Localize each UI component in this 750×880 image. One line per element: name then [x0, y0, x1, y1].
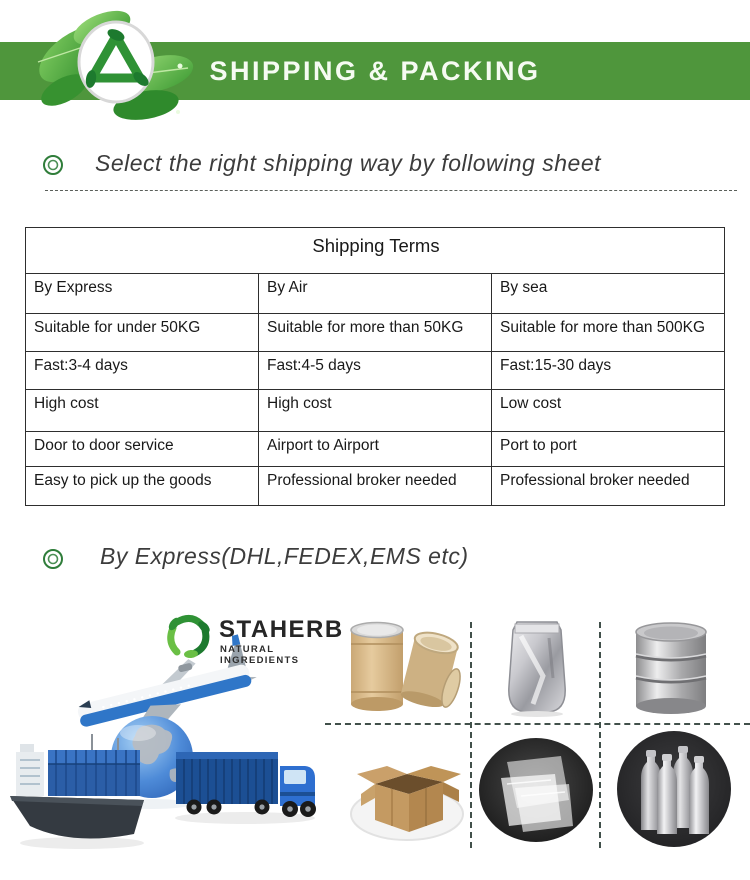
- grid-divider-vertical: [470, 622, 472, 848]
- table-title: Shipping Terms: [26, 228, 725, 274]
- table-cell: Fast:4-5 days: [259, 352, 492, 390]
- packaging-grid: [325, 608, 750, 856]
- table-cell: Easy to pick up the goods: [26, 467, 259, 506]
- table-cell: Fast:3-4 days: [26, 352, 259, 390]
- section-heading-shipping-way: Select the right shipping way by following sheet: [95, 150, 602, 176]
- table-cell: Professional broker needed: [259, 467, 492, 506]
- table-cell: Door to door service: [26, 432, 259, 467]
- aluminum-bottles-image: [613, 726, 735, 855]
- shipping-terms-table: [25, 227, 725, 506]
- table-cell: Professional broker needed: [492, 467, 725, 506]
- table-cell: Suitable for under 50KG: [26, 314, 259, 352]
- brand-logo: [163, 610, 343, 666]
- table-cell: Suitable for more than 500KG: [492, 314, 725, 352]
- page-title: SHIPPING & PACKING: [209, 56, 541, 86]
- plastic-bags-image: [477, 734, 595, 851]
- table-col-header: By Air: [259, 274, 492, 314]
- dashed-divider: [45, 190, 737, 191]
- table-cell: Fast:15-30 days: [492, 352, 725, 390]
- steel-drum-image: [621, 618, 721, 721]
- grid-divider-horizontal: [325, 723, 750, 725]
- table-cell: Port to port: [492, 432, 725, 467]
- section-heading-by-express: By Express(DHL,FEDEX,EMS etc): [100, 543, 469, 569]
- double-circle-bullet-icon: [42, 154, 64, 176]
- brand-tagline: NATURAL INGREDIENTS: [220, 644, 300, 666]
- brand-name: STAHERB: [219, 616, 344, 643]
- table-cell: Suitable for more than 50KG: [259, 314, 492, 352]
- staherb-leaf-logo-icon: [28, 2, 208, 130]
- truck-illustration: [176, 752, 316, 817]
- table-cell: Airport to Airport: [259, 432, 492, 467]
- table-cell: High cost: [259, 390, 492, 432]
- table-cell: Low cost: [492, 390, 725, 432]
- carton-box-image: [347, 736, 467, 849]
- foil-pouch-image: [495, 616, 579, 723]
- double-circle-bullet-icon: [42, 548, 64, 570]
- table-cell: High cost: [26, 390, 259, 432]
- table-col-header: By sea: [492, 274, 725, 314]
- fiber-drums-image: [343, 614, 463, 721]
- grid-divider-vertical: [599, 622, 601, 848]
- staherb-triangle-mark-icon: [163, 612, 213, 662]
- table-col-header: By Express: [26, 274, 259, 314]
